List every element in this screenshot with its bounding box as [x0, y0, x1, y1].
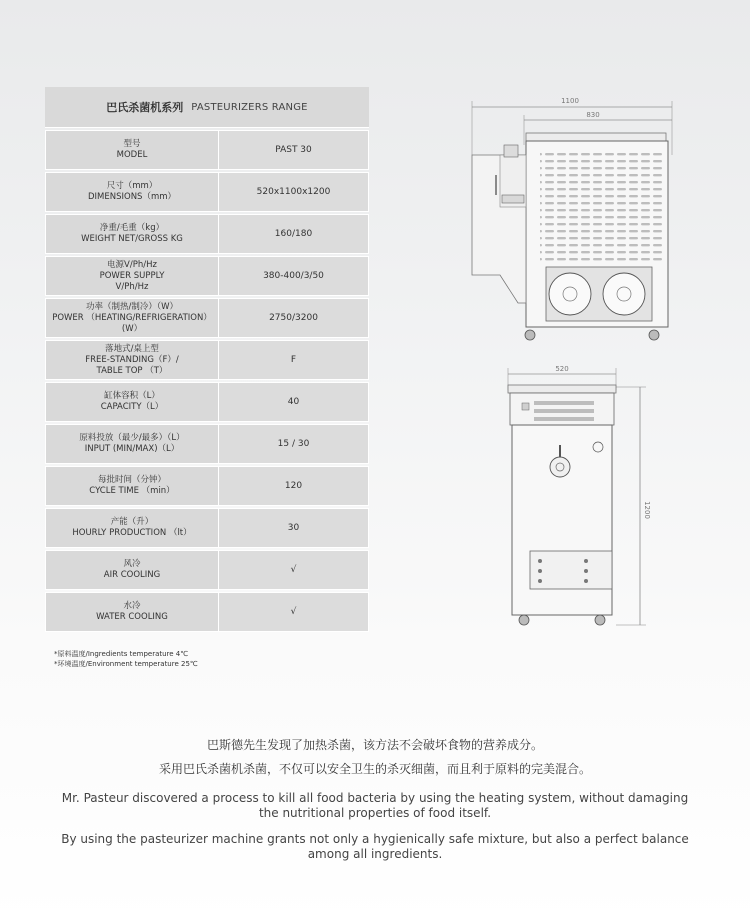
row-label-line: 缸体容积（L）: [104, 391, 160, 401]
row-label: [46, 215, 219, 253]
row-label-line: 电源V/Ph/Hz: [107, 259, 157, 270]
row-label: [46, 383, 219, 421]
row-label: [46, 131, 219, 169]
row-label-line: WEIGHT NET/GROSS KG: [81, 234, 183, 244]
row-label-line: HOURLY PRODUCTION （lt）: [72, 528, 192, 538]
row-value: 2750/3200: [219, 299, 368, 337]
row-label-line: POWER （HEATING/REFRIGERATION）(W）: [52, 312, 212, 334]
row-label-line: CAPACITY（L）: [100, 402, 164, 412]
row-label: [46, 341, 219, 379]
table-row: [45, 172, 369, 212]
table-row: [45, 214, 369, 254]
front-view: [508, 365, 651, 625]
row-value: √: [219, 551, 368, 589]
table-row: [45, 424, 369, 464]
row-value: 30: [219, 509, 368, 547]
row-label-line: TABLE TOP （T）: [96, 365, 168, 376]
row-label: [46, 257, 219, 295]
table-row: [45, 298, 369, 338]
spec-table: [45, 87, 369, 632]
row-value: 380-400/3/50: [219, 257, 368, 295]
row-value: 40: [219, 383, 368, 421]
note-environment: *环境温度/Environment temperature 25℃: [54, 660, 198, 668]
table-row: [45, 550, 369, 590]
row-label-line: FREE-STANDING（F）/: [85, 354, 179, 365]
notes: [54, 649, 198, 669]
intro-en-para1: Mr. Pasteur discovered a process to kill all food bacteria by using the heating system, without damaging the nutritional properties of food itself.: [61, 791, 689, 820]
row-label-line: 原料投放（最少/最多）（L）: [79, 433, 185, 443]
table-rows: [45, 130, 369, 632]
row-label-line: CYCLE TIME （min）: [89, 486, 175, 496]
row-label-line: 型号: [123, 139, 141, 149]
row-label: [46, 173, 219, 211]
row-label-line: INPUT (MIN/MAX)（L）: [84, 444, 180, 454]
row-label-line: WATER COOLING: [96, 612, 168, 622]
row-label: [46, 425, 219, 463]
row-label-line: 风冷: [123, 559, 141, 569]
dim-body-width: 830: [586, 111, 600, 119]
table-title-en: PASTEURIZERS RANGE: [191, 101, 308, 113]
side-view: [472, 97, 672, 340]
table-title: [45, 87, 369, 128]
row-value: PAST 30: [219, 131, 368, 169]
row-value: 120: [219, 467, 368, 505]
table-row: [45, 508, 369, 548]
intro-cn-line2: 采用巴氏杀菌机杀菌，不仅可以安全卫生的杀灭细菌，而且利于原料的完美混合。: [158, 762, 591, 776]
row-value: 520x1100x1200: [219, 173, 368, 211]
row-label-line: DIMENSIONS（mm）: [87, 192, 177, 202]
dim-height: 1200: [643, 501, 651, 519]
table-row: [45, 130, 369, 170]
row-value: √: [219, 593, 368, 631]
row-label: [46, 593, 219, 631]
dim-total-width: 1100: [561, 97, 579, 105]
row-label-line: 落地式/桌上型: [105, 343, 159, 354]
row-label: [46, 509, 219, 547]
row-label-line: 水冷: [123, 601, 141, 611]
table-row: [45, 256, 369, 296]
row-label: [46, 299, 219, 337]
table-row: [45, 592, 369, 632]
row-label-line: 功率（制热/制冷）（W）: [85, 301, 179, 312]
row-label-line: POWER SUPPLY: [99, 270, 165, 281]
row-label-line: 每批时间（分钟）: [97, 475, 166, 485]
row-label-line: V/Ph/Hz: [115, 281, 149, 292]
row-label-line: MODEL: [116, 150, 148, 160]
note-ingredients: *原料温度/Ingredients temperature 4℃: [54, 650, 189, 658]
machine-drawing: [460, 95, 690, 635]
row-label-line: 产能（升）: [110, 517, 154, 527]
row-label: [46, 467, 219, 505]
row-value: 15 / 30: [219, 425, 368, 463]
table-title-cn: 巴氏杀菌机系列: [106, 101, 184, 114]
table-row: [45, 466, 369, 506]
table-row: [45, 382, 369, 422]
row-value: 160/180: [219, 215, 368, 253]
table-row: [45, 340, 369, 380]
intro-en-para2: By using the pasteurizer machine grants not only a hygienically safe mixture, but also a perfect balance among all ingredients.: [61, 832, 689, 861]
row-label-line: 净重/毛重（kg）: [99, 223, 165, 233]
dim-front-width: 520: [555, 365, 569, 373]
row-value: F: [219, 341, 368, 379]
intro-cn-line1: 巴斯德先生发现了加热杀菌，该方法不会破坏食物的营养成分。: [206, 738, 543, 752]
row-label-line: AIR COOLING: [103, 570, 161, 580]
intro-section: [0, 736, 750, 862]
row-label: [46, 551, 219, 589]
row-label-line: 尺寸（mm）: [106, 181, 158, 191]
